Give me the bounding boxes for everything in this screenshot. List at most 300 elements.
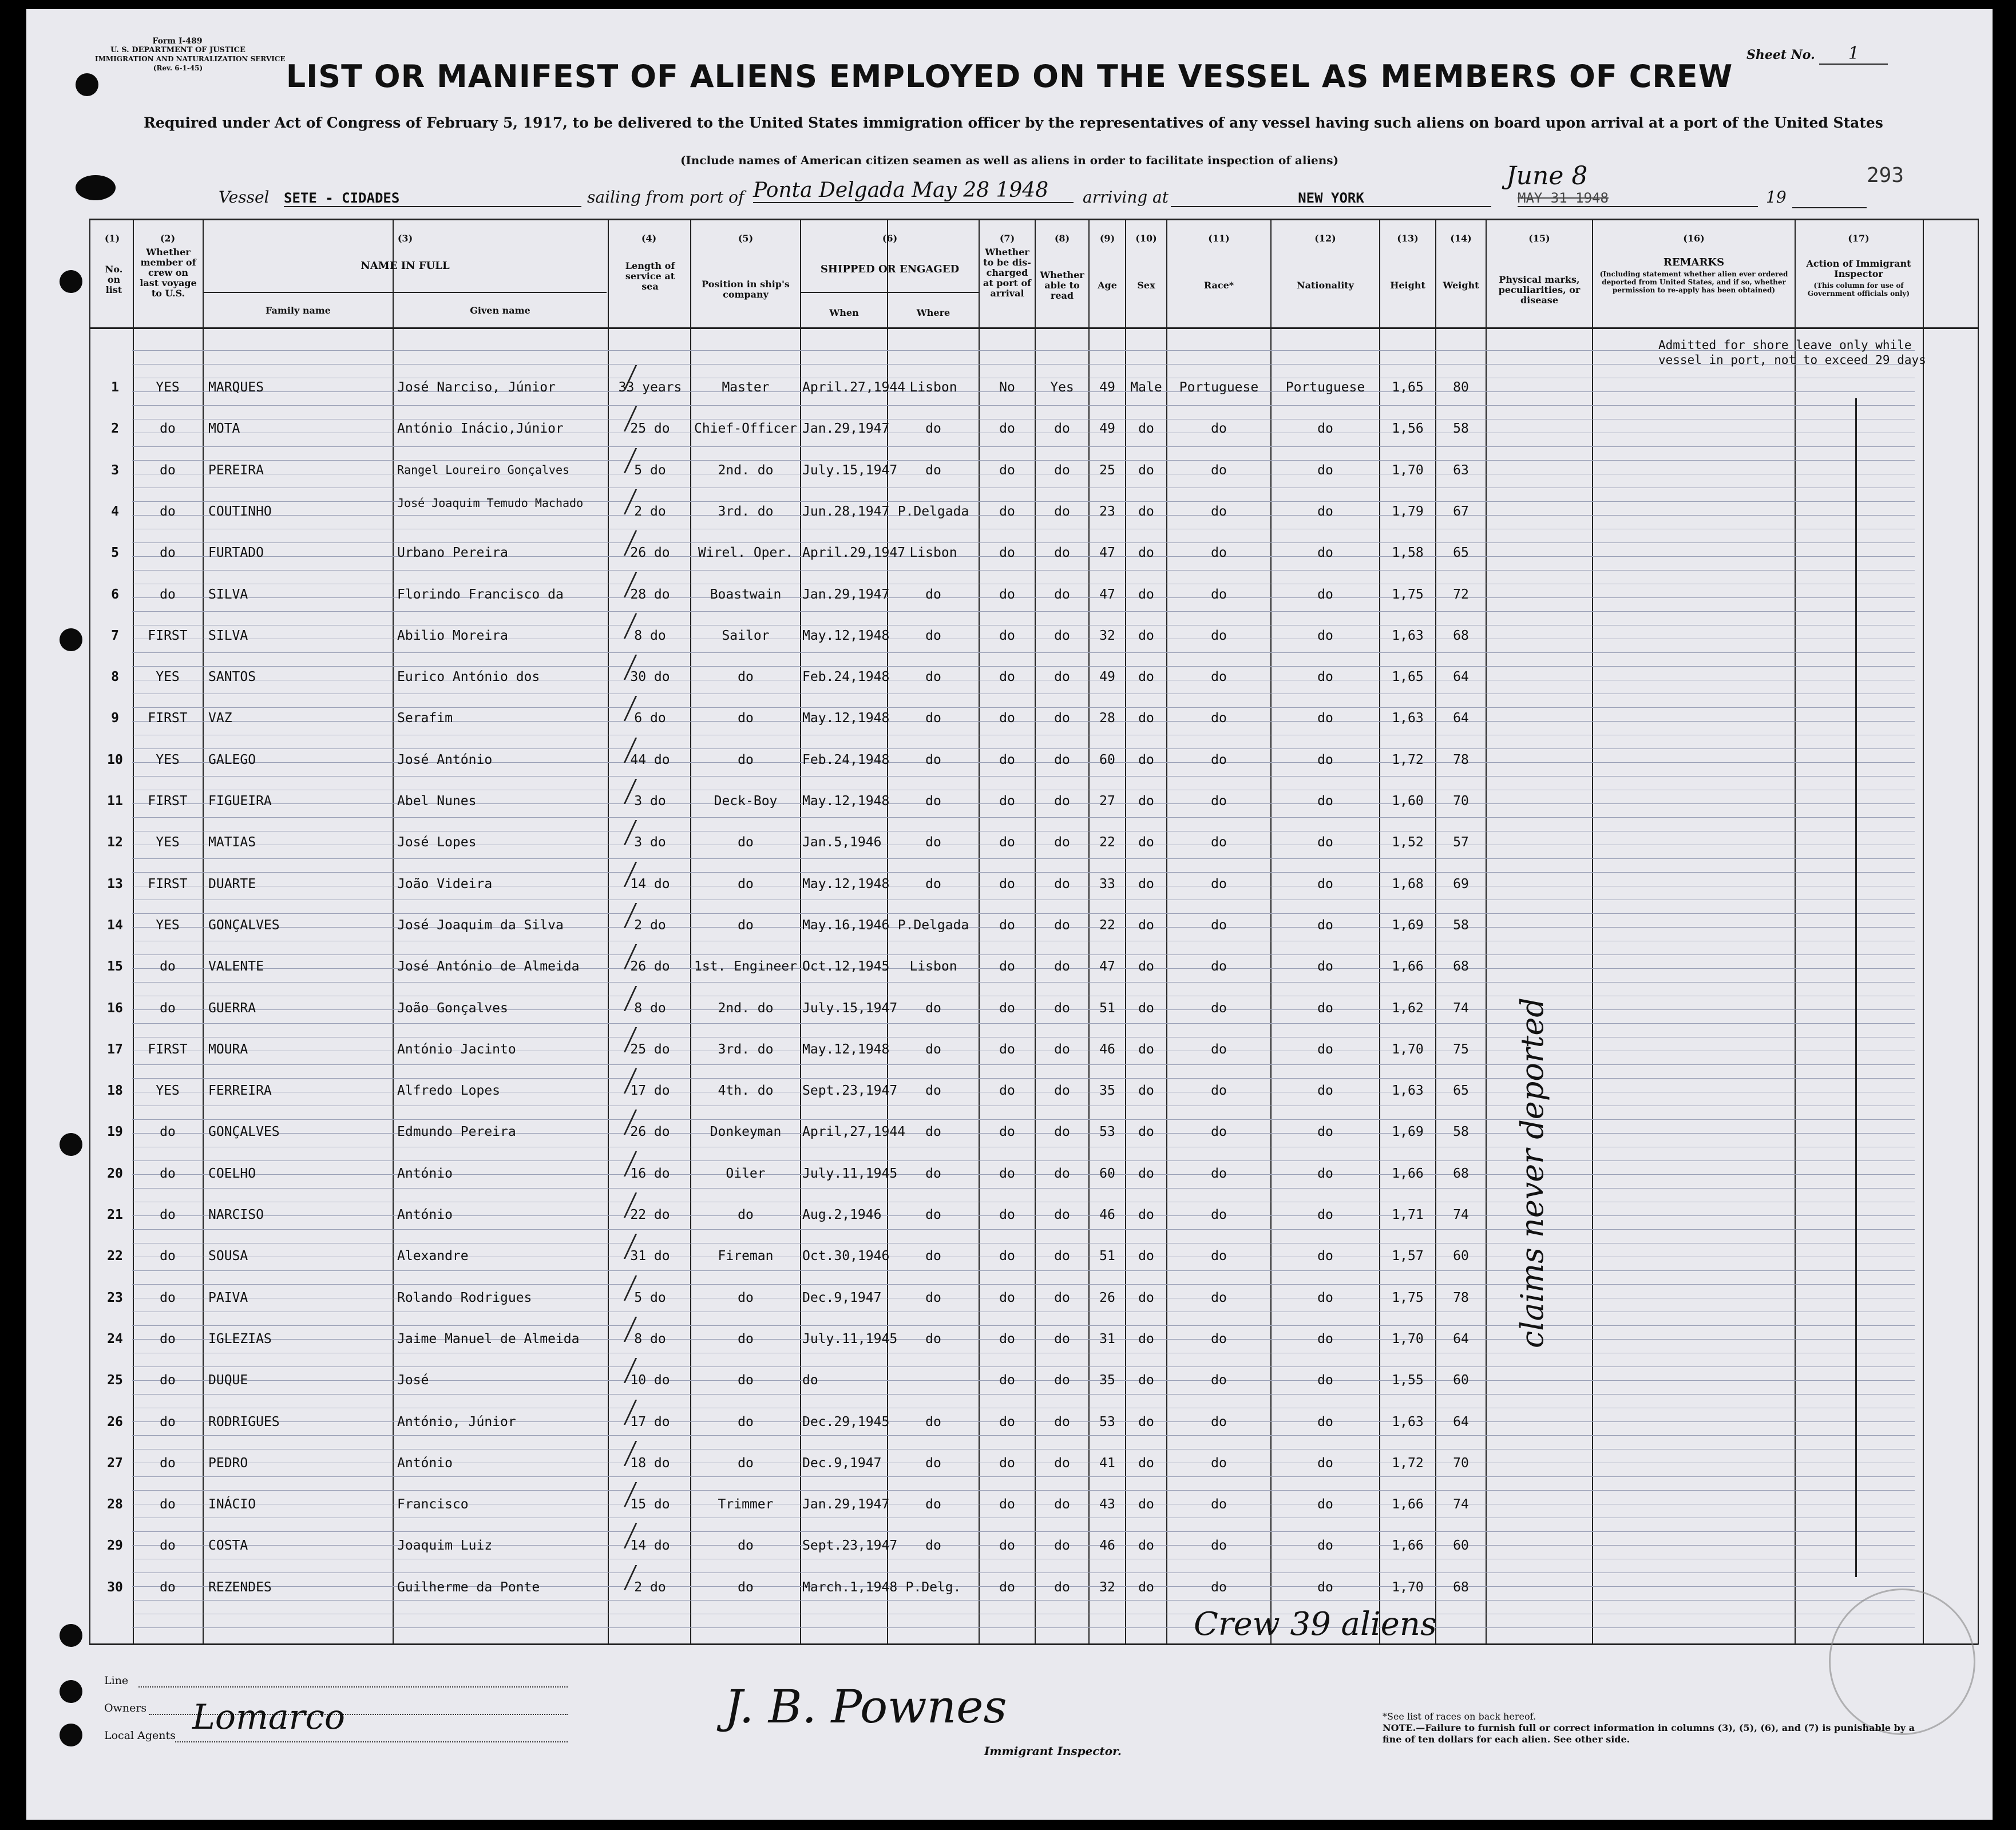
age-cell: 49: [1099, 380, 1115, 395]
nationality-cell: do: [1317, 1249, 1333, 1264]
height-cell: 1,65: [1392, 380, 1424, 395]
race-cell: do: [1211, 1579, 1227, 1595]
col-6-header: SHIPPED OR ENGAGED: [820, 263, 960, 275]
service-length-cell: 17 do: [630, 1083, 670, 1099]
age-cell: 46: [1099, 1207, 1115, 1222]
shipped-where-cell: do: [925, 1497, 941, 1512]
line-label: Line: [104, 1674, 129, 1687]
last-voyage-cell: YES: [156, 835, 180, 850]
race-cell: do: [1211, 504, 1227, 519]
table-row: [26, 1279, 1993, 1320]
last-voyage-cell: do: [160, 1373, 176, 1388]
sex-cell: do: [1138, 835, 1154, 850]
table-row: [26, 1527, 1993, 1568]
last-voyage-cell: do: [160, 1124, 176, 1140]
table-row: [26, 1320, 1993, 1361]
able-to-read-cell: do: [1054, 876, 1070, 892]
shipped-where-cell: do: [925, 1207, 941, 1222]
position-cell: do: [738, 835, 754, 850]
age-cell: 41: [1099, 1455, 1115, 1471]
given-name-cell: José António: [397, 752, 493, 767]
last-voyage-cell: FIRST: [148, 794, 188, 809]
line-field: [138, 1686, 568, 1688]
race-cell: do: [1211, 545, 1227, 561]
row-number-cell: 2: [111, 421, 119, 437]
able-to-read-cell: do: [1054, 1207, 1070, 1222]
shipped-when-cell: Feb.24,1948: [802, 752, 890, 767]
row-number-cell: 29: [107, 1538, 123, 1554]
last-voyage-cell: do: [160, 587, 176, 602]
age-cell: 25: [1099, 462, 1115, 478]
sex-cell: do: [1138, 670, 1154, 685]
race-cell: do: [1211, 1497, 1227, 1512]
table-row: [26, 1361, 1993, 1403]
service-length-cell: 14 do: [630, 876, 670, 892]
given-name-cell: António, Júnior: [397, 1414, 516, 1429]
age-cell: 33: [1099, 876, 1115, 892]
service-length-cell: 28 do: [630, 587, 670, 602]
position-cell: Fireman: [718, 1249, 774, 1264]
nationality-cell: do: [1317, 1579, 1333, 1595]
table-row: [26, 1031, 1993, 1072]
shipped-where-cell: do: [925, 794, 941, 809]
race-cell: do: [1211, 794, 1227, 809]
family-name-cell: RODRIGUES: [208, 1414, 280, 1429]
shipped-where-cell: P.Delg.: [905, 1579, 961, 1595]
position-cell: Donkeyman: [710, 1124, 782, 1140]
age-cell: 47: [1099, 545, 1115, 561]
service-length-cell: 8 do: [634, 1331, 666, 1346]
nationality-cell: do: [1317, 752, 1333, 767]
row-number-cell: 19: [107, 1124, 123, 1140]
sex-cell: do: [1138, 711, 1154, 726]
able-to-read-cell: do: [1054, 1497, 1070, 1512]
family-name-cell: FIGUEIRA: [208, 794, 272, 809]
sex-cell: do: [1138, 1579, 1154, 1595]
height-cell: 1,52: [1392, 835, 1424, 850]
vessel-label: Vessel: [219, 188, 270, 207]
sex-cell: do: [1138, 628, 1154, 643]
col-16-header: REMARKS: [1663, 256, 1725, 268]
service-length-cell: 30 do: [630, 670, 670, 685]
service-length-cell: 6 do: [634, 711, 666, 726]
service-length-cell: 5 do: [634, 462, 666, 478]
inspector-signature: J. B. Pownes: [724, 1680, 1007, 1733]
sex-cell: Male: [1130, 380, 1162, 395]
nationality-cell: do: [1317, 876, 1333, 892]
height-cell: 1,63: [1392, 628, 1424, 643]
sex-cell: do: [1138, 1249, 1154, 1264]
position-cell: Deck-Boy: [714, 794, 778, 809]
race-cell: do: [1211, 1455, 1227, 1471]
service-length-cell: 22 do: [630, 1207, 670, 1222]
row-number-cell: 3: [111, 462, 119, 478]
height-cell: 1,56: [1392, 421, 1424, 437]
discharged-cell: do: [999, 1083, 1015, 1099]
position-cell: do: [738, 1290, 754, 1305]
height-cell: 1,62: [1392, 1000, 1424, 1016]
family-name-cell: INÁCIO: [208, 1497, 256, 1512]
col-8-num: (8): [1054, 233, 1070, 244]
shipped-when-cell: Dec.9,1947: [802, 1290, 882, 1305]
given-name-cell: Rolando Rodrigues: [397, 1290, 532, 1305]
able-to-read-cell: do: [1054, 462, 1070, 478]
weight-cell: 65: [1453, 545, 1469, 561]
sex-cell: do: [1138, 959, 1154, 975]
height-cell: 1,69: [1392, 1124, 1424, 1140]
weight-cell: 74: [1453, 1000, 1469, 1016]
position-cell: do: [738, 670, 754, 685]
sex-cell: do: [1138, 1083, 1154, 1099]
crew-table: [26, 9, 1993, 1820]
shipped-when-cell: May.12,1948: [802, 794, 890, 809]
row-number-cell: 7: [111, 628, 119, 643]
age-cell: 53: [1099, 1124, 1115, 1140]
table-row: [26, 534, 1993, 575]
able-to-read-cell: do: [1054, 917, 1070, 933]
shipped-when-cell: Feb.24,1948: [802, 670, 890, 685]
action-line: [1855, 398, 1857, 1577]
weight-cell: 70: [1453, 1455, 1469, 1471]
agents-label: Local Agents: [104, 1729, 176, 1742]
given-name-cell: Abilio Moreira: [397, 628, 508, 643]
last-voyage-cell: do: [160, 462, 176, 478]
weight-cell: 60: [1453, 1538, 1469, 1554]
discharged-cell: do: [999, 1249, 1015, 1264]
last-voyage-cell: FIRST: [148, 1041, 188, 1057]
sailing-port: Ponta Delgada May 28 1948: [753, 179, 1074, 203]
race-cell: do: [1211, 1207, 1227, 1222]
shipped-when-cell: Jan.5,1946: [802, 835, 882, 850]
where-header: Where: [916, 307, 950, 318]
given-name-cell: Serafim: [397, 711, 453, 726]
shipped-where-cell: do: [925, 462, 941, 478]
race-cell: do: [1211, 1373, 1227, 1388]
able-to-read-cell: do: [1054, 1124, 1070, 1140]
row-number-cell: 30: [107, 1579, 123, 1595]
position-cell: do: [738, 1207, 754, 1222]
table-row: [26, 948, 1993, 989]
nationality-cell: do: [1317, 835, 1333, 850]
given-name-cell: João Gonçalves: [397, 1000, 508, 1016]
family-name-cell: COELHO: [208, 1166, 256, 1181]
family-name-cell: VALENTE: [208, 959, 264, 975]
given-name-cell: Francisco: [397, 1497, 469, 1512]
nationality-cell: do: [1317, 1207, 1333, 1222]
given-name-cell: José Lopes: [397, 835, 477, 850]
race-cell: do: [1211, 1041, 1227, 1057]
last-voyage-cell: do: [160, 1249, 176, 1264]
shipped-where-cell: do: [925, 835, 941, 850]
row-number-cell: 5: [111, 545, 119, 561]
service-length-cell: 44 do: [630, 752, 670, 767]
row-number-cell: 21: [107, 1207, 123, 1222]
arriving-label: arriving at: [1083, 188, 1169, 207]
service-length-cell: 33 years: [618, 380, 682, 395]
year-label: 19: [1766, 188, 1787, 207]
col-1-num: (1): [104, 233, 120, 244]
sex-cell: do: [1138, 504, 1154, 519]
service-length-cell: 3 do: [634, 835, 666, 850]
table-row: [26, 782, 1993, 823]
arriving-port: NEW YORK: [1171, 190, 1491, 207]
given-name-cell: José Joaquim Temudo Machado: [397, 496, 584, 510]
age-cell: 27: [1099, 794, 1115, 809]
table-row: [26, 1568, 1993, 1610]
form-subtitle: Required under Act of Congress of February 5, 1917, to be delivered to the United States immigration officer by the representatives of any vessel having such aliens on board upon arrival at a port of the United States: [144, 114, 1883, 131]
family-name-cell: GUERRA: [208, 1000, 256, 1016]
col-7-header: Whether to be dis- charged at port of arrival: [983, 247, 1032, 299]
col-15-header: Physical marks, peculiarities, or disease: [1498, 274, 1581, 306]
col-16-note: (Including statement whether alien ever ordered deported from United States, and if so, whether permission to re-apply has been obtained): [1599, 270, 1788, 294]
col-14-header: Weight: [1443, 280, 1479, 291]
table-row: [26, 989, 1993, 1031]
col-12-header: Nationality: [1297, 280, 1354, 291]
table-top-border: [89, 219, 1978, 220]
given-name-cell: Joaquim Luiz: [397, 1538, 493, 1554]
nationality-cell: do: [1317, 1331, 1333, 1346]
sex-cell: do: [1138, 421, 1154, 437]
weight-cell: 57: [1453, 835, 1469, 850]
nationality-cell: do: [1317, 1414, 1333, 1429]
age-cell: 60: [1099, 1166, 1115, 1181]
able-to-read-cell: do: [1054, 670, 1070, 685]
shipped-when-cell: Sept.23,1947: [802, 1083, 898, 1099]
height-cell: 1,66: [1392, 1538, 1424, 1554]
table-row: [26, 1155, 1993, 1196]
shipped-when-cell: July.11,1945: [802, 1166, 898, 1181]
discharged-cell: do: [999, 504, 1015, 519]
nationality-cell: do: [1317, 1455, 1333, 1471]
discharged-cell: do: [999, 462, 1015, 478]
service-length-cell: 2 do: [634, 917, 666, 933]
shipped-when-cell: Oct.30,1946: [802, 1249, 890, 1264]
col-2-header: Whether member of crew on last voyage to U.S.: [140, 247, 197, 299]
height-cell: 1,57: [1392, 1249, 1424, 1264]
sex-cell: do: [1138, 1290, 1154, 1305]
last-voyage-cell: do: [160, 1331, 176, 1346]
page-stamp: 293: [1867, 164, 1904, 187]
row-number-cell: 14: [107, 917, 123, 933]
discharged-cell: do: [999, 1207, 1015, 1222]
shipped-when-cell: April,27,1944: [802, 1124, 906, 1140]
height-cell: 1,63: [1392, 711, 1424, 726]
ruling-line: [132, 364, 1915, 365]
shipped-where-cell: Lisbon: [909, 380, 957, 395]
nationality-cell: Portuguese: [1285, 380, 1365, 395]
service: IMMIGRATION AND NATURALIZATION SERVICE: [95, 55, 286, 63]
race-cell: do: [1211, 876, 1227, 892]
weight-cell: 70: [1453, 794, 1469, 809]
race-cell: do: [1211, 835, 1227, 850]
nationality-cell: do: [1317, 1497, 1333, 1512]
height-cell: 1,70: [1392, 1041, 1424, 1057]
weight-cell: 64: [1453, 670, 1469, 685]
vessel-name: SETE - CIDADES: [284, 190, 581, 207]
when-header: When: [829, 307, 859, 318]
shipped-where-cell: do: [925, 711, 941, 726]
able-to-read-cell: do: [1054, 959, 1070, 975]
col-12-num: (12): [1314, 233, 1336, 244]
height-cell: 1,66: [1392, 959, 1424, 975]
position-cell: do: [738, 1373, 754, 1388]
col-17-header: Action of Immigrant Inspector: [1806, 258, 1911, 279]
service-length-cell: 17 do: [630, 1414, 670, 1429]
given-name-cell: Florindo Francisco da: [397, 587, 564, 602]
row-number-cell: 18: [107, 1083, 123, 1099]
row-number-cell: 11: [107, 794, 123, 809]
table-row: [26, 410, 1993, 451]
race-cell: do: [1211, 1249, 1227, 1264]
row-number-cell: 15: [107, 959, 123, 975]
race-cell: do: [1211, 1331, 1227, 1346]
position-cell: do: [738, 917, 754, 933]
col-5-header: Position in ship's company: [702, 279, 790, 300]
sheet-label-text: Sheet No.: [1746, 47, 1815, 62]
shipped-when-cell: May.12,1948: [802, 1041, 890, 1057]
nationality-cell: do: [1317, 1000, 1333, 1016]
discharged-cell: do: [999, 1538, 1015, 1554]
discharged-cell: do: [999, 1331, 1015, 1346]
last-voyage-cell: FIRST: [148, 876, 188, 892]
table-row: [26, 1072, 1993, 1113]
family-name-cell: SILVA: [208, 628, 248, 643]
last-voyage-cell: do: [160, 545, 176, 561]
height-cell: 1,72: [1392, 1455, 1424, 1471]
able-to-read-cell: do: [1054, 1000, 1070, 1016]
discharged-cell: do: [999, 876, 1015, 892]
last-voyage-cell: do: [160, 959, 176, 975]
ruling-line: [132, 1627, 1915, 1628]
shipped-where-cell: do: [925, 1414, 941, 1429]
position-cell: do: [738, 1579, 754, 1595]
name-subheader-line: [203, 292, 607, 293]
able-to-read-cell: do: [1054, 421, 1070, 437]
family-name-cell: SANTOS: [208, 670, 256, 685]
sex-cell: do: [1138, 1455, 1154, 1471]
discharged-cell: do: [999, 752, 1015, 767]
discharged-cell: do: [999, 545, 1015, 561]
discharged-cell: do: [999, 1373, 1015, 1388]
manifest-sheet: [26, 9, 1993, 1820]
able-to-read-cell: do: [1054, 587, 1070, 602]
col-14-num: (14): [1450, 233, 1472, 244]
race-cell: do: [1211, 1290, 1227, 1305]
age-cell: 43: [1099, 1497, 1115, 1512]
height-cell: 1,66: [1392, 1497, 1424, 1512]
able-to-read-cell: do: [1054, 835, 1070, 850]
race-cell: do: [1211, 421, 1227, 437]
race-cell: do: [1211, 462, 1227, 478]
position-cell: 4th. do: [718, 1083, 774, 1099]
shipped-where-cell: do: [925, 752, 941, 767]
position-cell: Sailor: [722, 628, 770, 643]
position-cell: 2nd. do: [718, 1000, 774, 1016]
family-name-cell: NARCISO: [208, 1207, 264, 1222]
age-cell: 47: [1099, 959, 1115, 975]
position-cell: 3rd. do: [718, 504, 774, 519]
sailing-label: sailing from port of: [587, 188, 744, 207]
shipped-when-cell: May.16,1946: [802, 917, 890, 933]
discharged-cell: do: [999, 1579, 1015, 1595]
family-name-cell: SOUSA: [208, 1249, 248, 1264]
able-to-read-cell: do: [1054, 711, 1070, 726]
col-17-num: (17): [1848, 233, 1870, 244]
shipped-when-cell: Dec.29,1945: [802, 1414, 890, 1429]
discharged-cell: do: [999, 917, 1015, 933]
row-number-cell: 27: [107, 1455, 123, 1471]
shipped-where-cell: do: [925, 1083, 941, 1099]
position-cell: Wirel. Oper.: [698, 545, 794, 561]
col-3-num: (3): [397, 233, 413, 244]
col-13-num: (13): [1397, 233, 1419, 244]
given-name-cell: António Inácio,Júnior: [397, 421, 564, 437]
service-length-cell: 3 do: [634, 794, 666, 809]
given-name-cell: António: [397, 1455, 453, 1471]
discharged-cell: do: [999, 1000, 1015, 1016]
discharged-cell: do: [999, 587, 1015, 602]
row-number-cell: 24: [107, 1331, 123, 1346]
able-to-read-cell: do: [1054, 1373, 1070, 1388]
able-to-read-cell: do: [1054, 1414, 1070, 1429]
discharged-cell: do: [999, 1497, 1015, 1512]
weight-cell: 60: [1453, 1373, 1469, 1388]
shipped-when-cell: July.15,1947: [802, 1000, 898, 1016]
sex-cell: do: [1138, 1166, 1154, 1181]
height-cell: 1,70: [1392, 1579, 1424, 1595]
col-10-num: (10): [1135, 233, 1157, 244]
given-name-cell: António: [397, 1166, 453, 1181]
nationality-cell: do: [1317, 587, 1333, 602]
service-length-cell: 8 do: [634, 628, 666, 643]
discharged-cell: do: [999, 628, 1015, 643]
nationality-cell: do: [1317, 1538, 1333, 1554]
col-11-num: (11): [1208, 233, 1230, 244]
height-cell: 1,65: [1392, 670, 1424, 685]
last-voyage-cell: YES: [156, 1083, 180, 1099]
position-cell: Trimmer: [718, 1497, 774, 1512]
table-row: [26, 658, 1993, 699]
race-cell: do: [1211, 1414, 1227, 1429]
header-bottom-border: [89, 327, 1978, 329]
sex-cell: do: [1138, 587, 1154, 602]
shipped-when-cell: July.11,1945: [802, 1331, 898, 1346]
given-name-cell: João Videira: [397, 876, 493, 892]
shipped-when-cell: Dec.9,1947: [802, 1455, 882, 1471]
height-cell: 1,66: [1392, 1166, 1424, 1181]
shipped-when-cell: Jan.29,1947: [802, 587, 890, 602]
given-name-cell: José Joaquim da Silva: [397, 917, 564, 933]
table-row: [26, 1113, 1993, 1154]
table-row: [26, 1403, 1993, 1444]
crew-count-note: Crew 39 aliens: [1194, 1606, 1437, 1643]
age-cell: 22: [1099, 835, 1115, 850]
shipped-when-cell: Aug.2,1946: [802, 1207, 882, 1222]
arrival-date-handwritten: June 8: [1506, 161, 1588, 191]
shipped-where-cell: do: [925, 421, 941, 437]
table-row: [26, 493, 1993, 534]
age-cell: 28: [1099, 711, 1115, 726]
table-row: [26, 1237, 1993, 1278]
shipped-when-cell: Jan.29,1947: [802, 1497, 890, 1512]
discharged-cell: do: [999, 711, 1015, 726]
family-name-cell: GALEGO: [208, 752, 256, 767]
nationality-cell: do: [1317, 1124, 1333, 1140]
col-7-num: (7): [999, 233, 1015, 244]
weight-cell: 65: [1453, 1083, 1469, 1099]
shipped-when-cell: April.29,1947: [802, 545, 906, 561]
given-name-cell: Abel Nunes: [397, 794, 477, 809]
